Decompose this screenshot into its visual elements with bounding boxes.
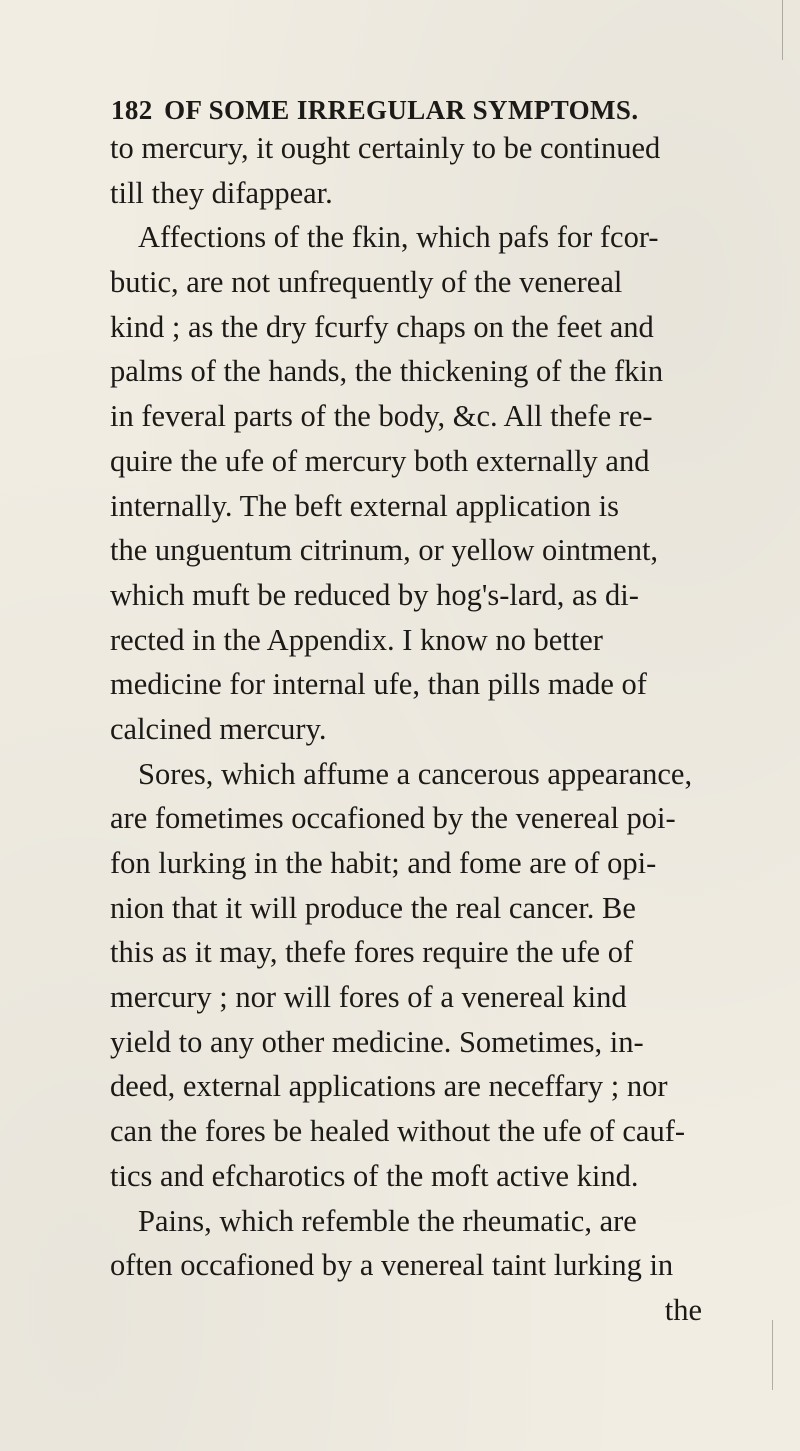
text-line: nion that it will produce the real cancer. Be xyxy=(110,890,636,925)
text-line: can the fores be healed without the ufe of cauf- xyxy=(110,1114,686,1149)
text-line: fon lurking in the habit; and fome are of opi- xyxy=(110,846,657,880)
body-text xyxy=(110,126,750,1333)
text-line: palms of the hands, the thickening of the fkin xyxy=(110,354,664,389)
text-line: deed, external applications are neceffary ; nor xyxy=(110,1069,668,1104)
text-line: tics and efcharotics of the moft active kind. xyxy=(110,1158,639,1193)
text-line: this as it may, thefe fores require the ufe of xyxy=(110,935,634,970)
text-line: kind ; as the dry fcurfy chaps on the feet and xyxy=(110,309,654,344)
page-number: 182 xyxy=(111,95,153,125)
catchword: the xyxy=(664,1292,702,1327)
text-line: in feveral parts of the body, &c. All thefe re- xyxy=(110,399,653,434)
text-line: rected in the Appendix. I know no better xyxy=(110,622,603,657)
text-line: calcined mercury. xyxy=(110,711,327,746)
page-edge-mark xyxy=(772,1320,773,1390)
text-line: the unguentum citrinum, or yellow ointment, xyxy=(110,533,659,568)
text-line: internally. The beft external application is xyxy=(110,488,619,523)
text-line: often occafioned by a venereal taint lurking in xyxy=(110,1248,674,1283)
paragraph-start-line: Sores, which affume a cancerous appearance, xyxy=(138,756,693,791)
text-line: quire the ufe of mercury both externally and xyxy=(110,443,650,478)
text-line: are fometimes occafioned by the venereal poi- xyxy=(110,801,676,836)
text-line: medicine for internal ufe, than pills made of xyxy=(110,667,647,702)
page-edge-mark xyxy=(782,0,783,60)
text-line: yield to any other medicine. Sometimes, in- xyxy=(110,1024,644,1059)
text-line: to mercury, it ought certainly to be continued xyxy=(110,131,661,165)
page-header xyxy=(111,92,671,128)
running-head: OF SOME IRREGULAR SYMPTOMS. xyxy=(164,95,639,125)
text-line: till they difappear. xyxy=(110,175,333,210)
text-line: which muft be reduced by hog's-lard, as di- xyxy=(110,577,639,612)
paragraph-start-line: Affections of the fkin, which pafs for fcor- xyxy=(138,220,659,255)
text-line: butic, are not unfrequently of the venereal xyxy=(110,265,623,300)
paragraph-start-line: Pains, which refemble the rheumatic, are xyxy=(138,1203,637,1238)
text-line: mercury ; nor will fores of a venereal kind xyxy=(110,980,627,1015)
